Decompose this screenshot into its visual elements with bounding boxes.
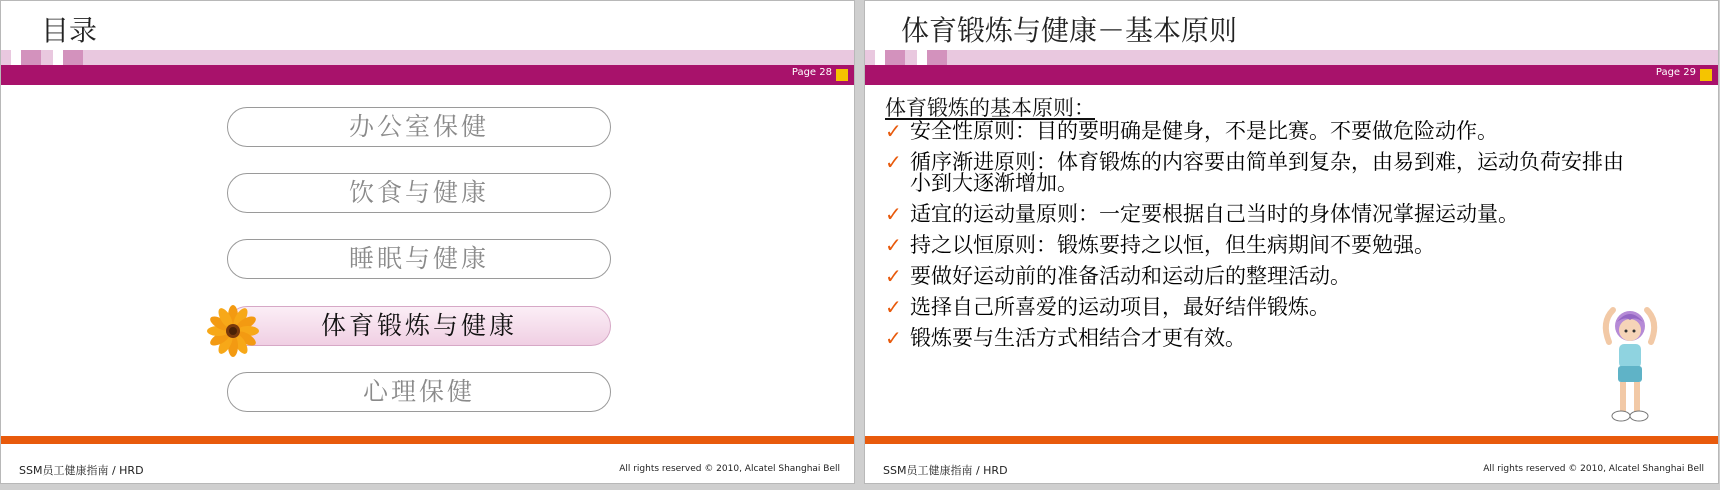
footer-copyright: All rights reserved © 2010, Alcatel Shanghai Bell [1483,464,1704,474]
page-number: Page 29 [1655,67,1696,78]
header-band [865,65,1718,85]
menu-item-office-health[interactable]: 办公室保健 [227,107,611,147]
footer-left-text: SSM员工健康指南 / HRD [883,464,1008,477]
list-item: ✓ 持之以恒原则：锻炼要持之以恒，但生病期间不要勉强。 [885,233,1435,257]
slide-29 [864,0,1719,484]
list-item: ✓ 安全性原则：目的要明确是健身，不是比赛。不要做危险动作。 [885,119,1498,143]
checkmark-icon: ✓ [885,233,902,257]
header-light-band [865,50,1718,65]
checkmark-icon: ✓ [885,295,902,319]
footer-copyright: All rights reserved © 2010, Alcatel Shanghai Bell [619,464,840,474]
footer-line [865,436,1718,444]
checkmark-icon: ✓ [885,202,902,226]
header-band [1,65,854,85]
menu-item-mental-health[interactable]: 心理保健 [227,372,611,412]
checkmark-icon: ✓ [885,150,902,174]
footer-line [1,436,854,444]
footer-left-text: SSM员工健康指南 / HRD [19,464,144,477]
page-number: Page 28 [791,67,832,78]
slide-title: 体育锻炼与健康－基本原则 [901,14,1238,47]
list-item: ✓ 循序渐进原则：体育锻炼的内容要由简单到复杂，由易到难，运动负荷安排由小到大逐渐增加。 [885,150,1624,195]
slide-28 [0,0,855,484]
menu-item-sleep-health[interactable]: 睡眠与健康 [227,239,611,279]
list-item: ✓ 适宜的运动量原则：一定要根据自己当时的身体情况掌握运动量。 [885,202,1519,226]
checkmark-icon: ✓ [885,264,902,288]
checkmark-icon: ✓ [885,119,902,143]
header-light-band [1,50,854,65]
flower-icon [207,305,259,357]
cartoon-figure [1595,298,1665,428]
principles-list [885,121,1630,359]
list-item: ✓ 选择自己所喜爱的运动项目，最好结伴锻炼。 [885,295,1330,319]
section-heading: 体育锻炼的基本原则： [885,96,1095,120]
page-marker [836,69,848,81]
list-item: ✓ 锻炼要与生活方式相结合才更有效。 [885,326,1246,350]
checkmark-icon: ✓ [885,326,902,350]
menu-item-diet-health[interactable]: 饮食与健康 [227,173,611,213]
page-marker [1700,69,1712,81]
menu-item-exercise-health[interactable]: 体育锻炼与健康 [227,306,611,346]
list-item: ✓ 要做好运动前的准备活动和运动后的整理活动。 [885,264,1351,288]
slide-title: 目录 [41,14,98,47]
